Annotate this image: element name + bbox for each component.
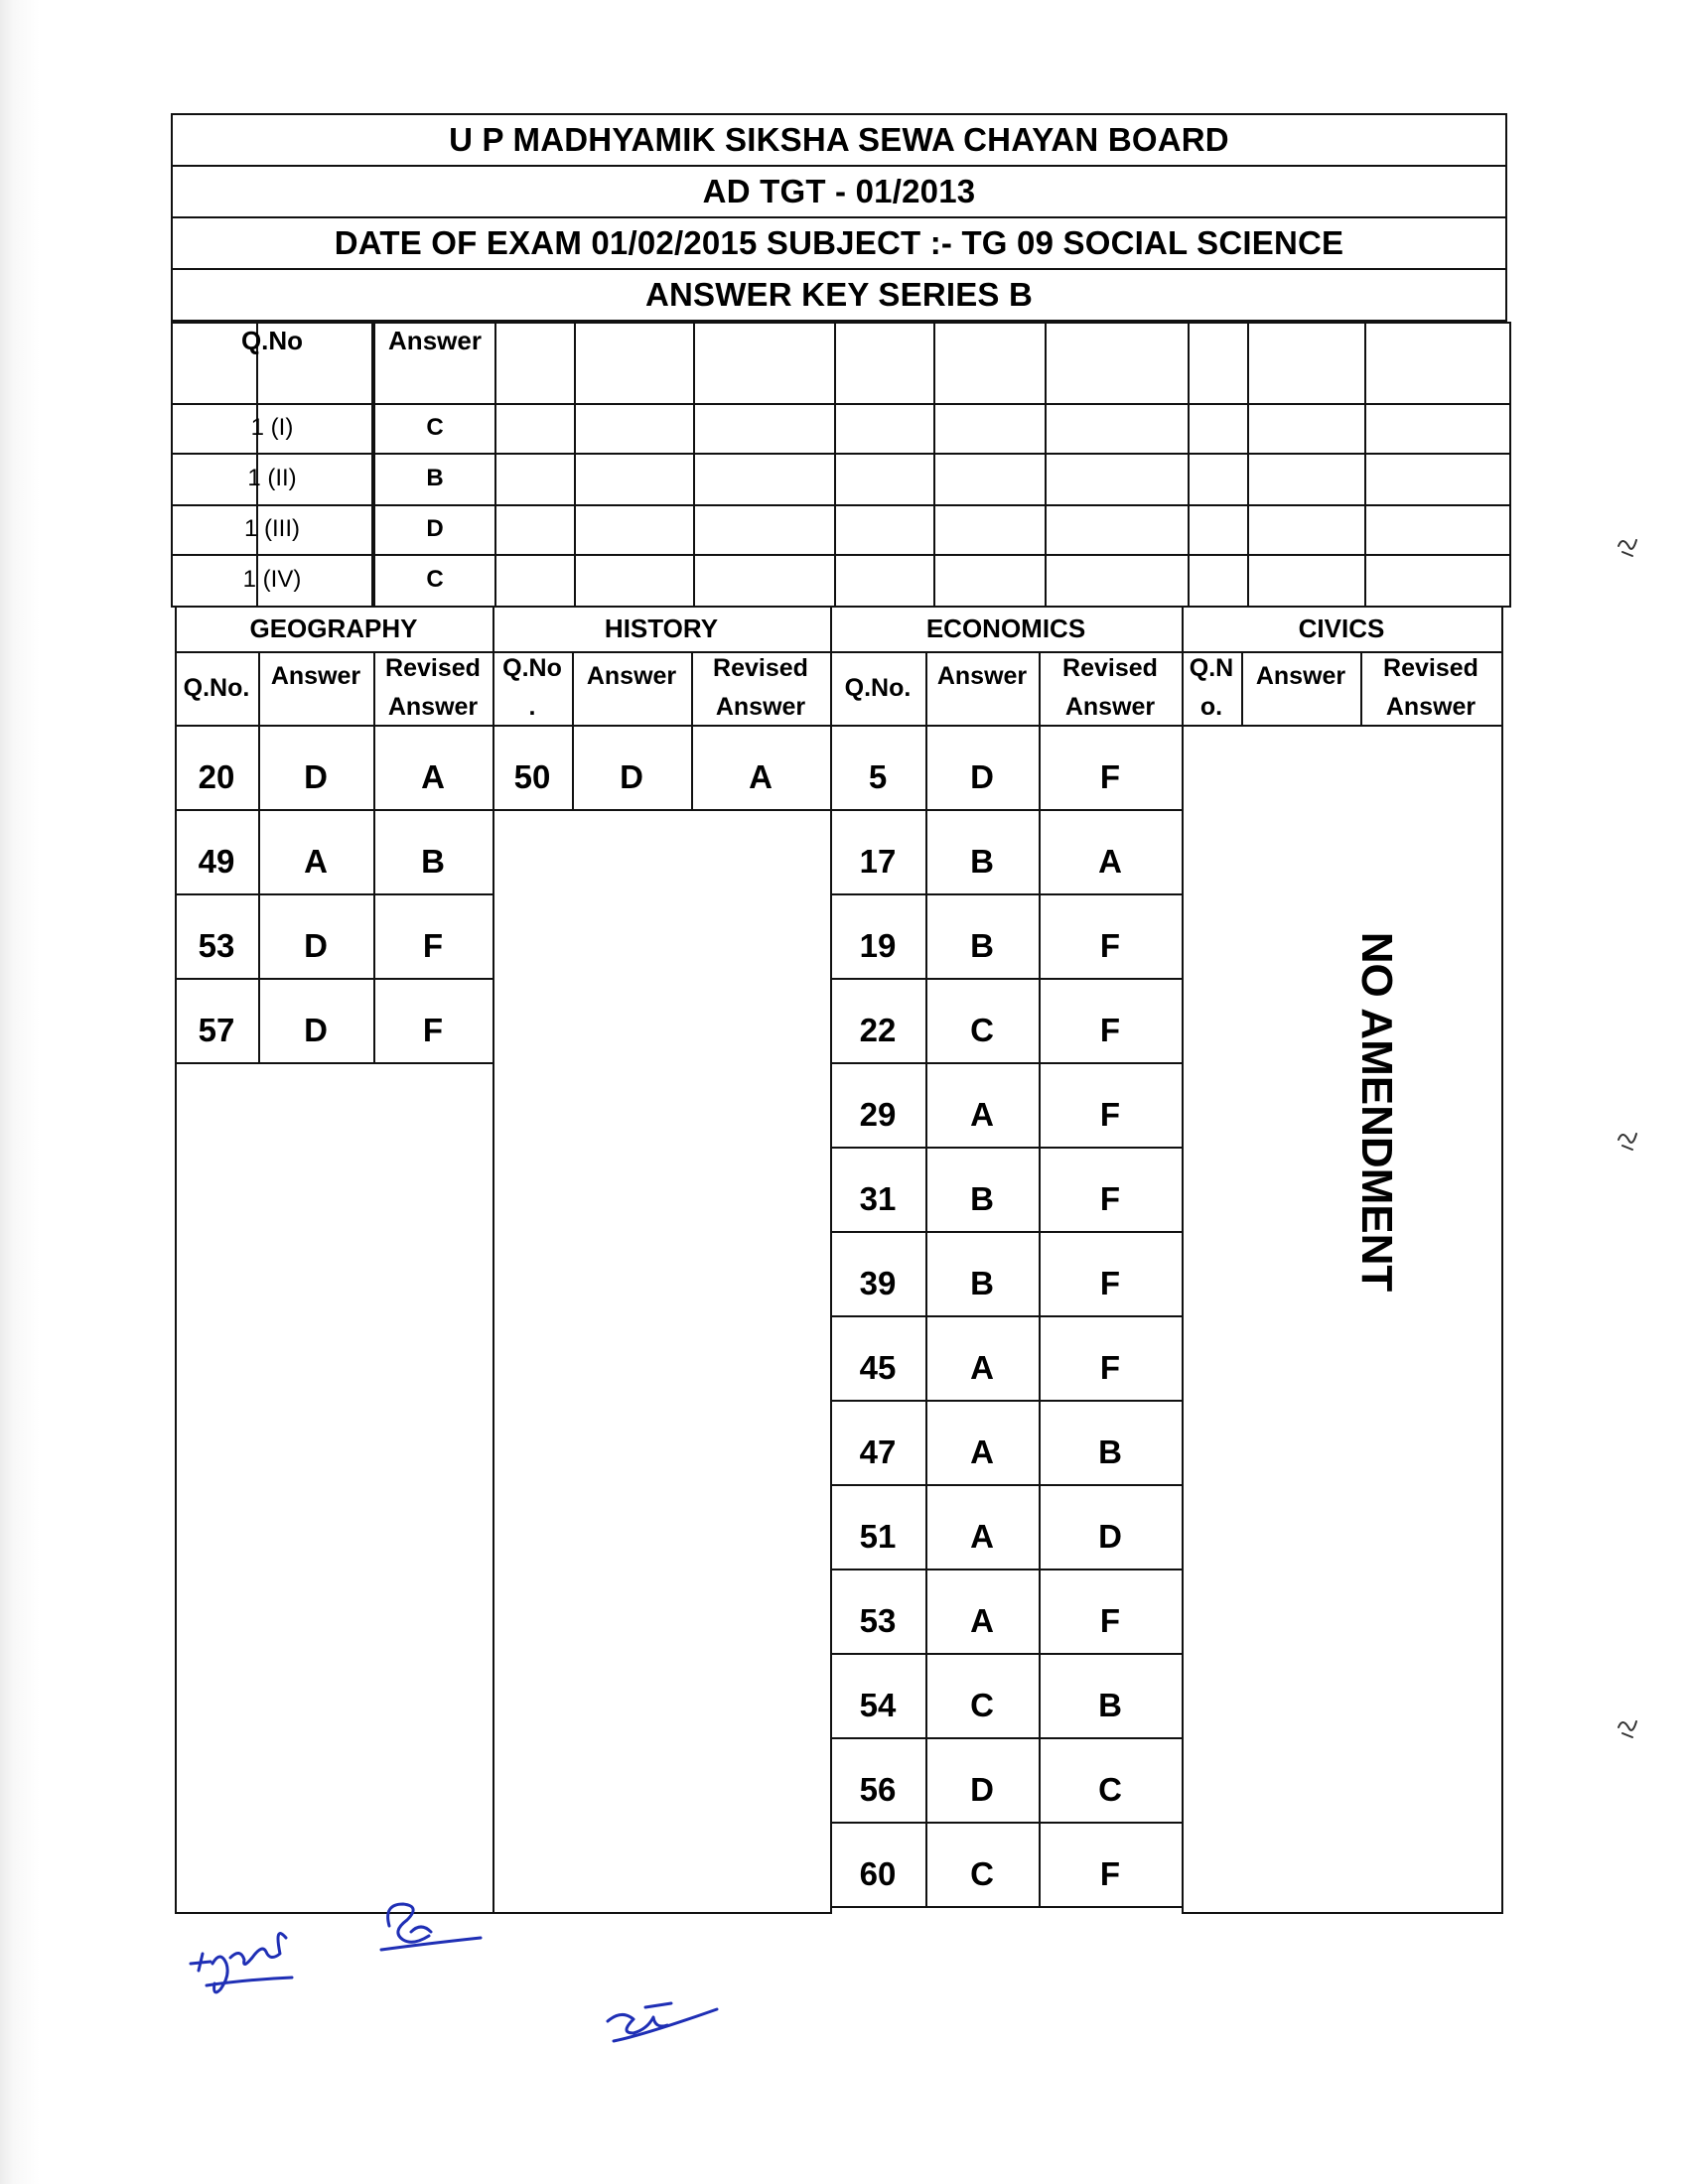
economics-answer: A [970, 1433, 994, 1470]
history-r-header: Revised Answer [713, 654, 808, 721]
geography-q-header: Q.No. [183, 673, 250, 702]
margin-mark-3 [1618, 1721, 1636, 1737]
economics-revised-answer: C [1098, 1770, 1122, 1808]
economics-question-number: 47 [859, 1433, 897, 1470]
geography-question-number: 49 [198, 842, 235, 880]
civics-a-header: Answer [1255, 662, 1346, 690]
history-a-header: Answer [586, 662, 677, 690]
economics-r-header: Revised Answer [1062, 654, 1158, 721]
geography-answer: D [304, 757, 328, 795]
geography-revised-answer: F [422, 1011, 444, 1048]
economics-revised-answer: A [1098, 842, 1122, 880]
signature-3 [608, 2003, 717, 2041]
economics-question-number: 17 [859, 842, 897, 880]
top-answer: D [426, 514, 444, 542]
history-answer: D [620, 757, 643, 795]
economics-question-number: 31 [859, 1179, 897, 1217]
economics-revised-answer: F [1099, 1179, 1121, 1217]
civics-r-header: Revised Answer [1383, 654, 1478, 721]
economics-revised-answer: F [1099, 757, 1121, 795]
top-question-number: 1 (II) [247, 464, 297, 491]
margin-mark-1 [1618, 540, 1636, 556]
economics-revised-answer: F [1099, 1348, 1121, 1386]
economics-question-number: 53 [859, 1601, 897, 1639]
economics-answer: B [970, 1179, 994, 1217]
economics-answer: A [970, 1601, 994, 1639]
economics-question-number: 22 [859, 1011, 897, 1048]
economics-answer: D [970, 1770, 994, 1808]
economics-question-number: 19 [859, 926, 897, 964]
geography-section-title: GEOGRAPHY [249, 614, 418, 644]
economics-question-number: 51 [859, 1517, 897, 1555]
economics-revised-answer: F [1099, 1854, 1121, 1892]
economics-question-number: 5 [868, 757, 888, 795]
top-question-number: 1 (IV) [242, 565, 302, 593]
history-section-title: HISTORY [604, 614, 719, 644]
civics-section-title: CIVICS [1298, 614, 1385, 644]
geography-revised-answer: B [421, 842, 445, 880]
history-q-header: Q.No . [502, 654, 562, 721]
economics-answer: C [970, 1686, 994, 1723]
top-answer: C [426, 413, 444, 441]
signature-1 [191, 1934, 292, 1992]
economics-answer: B [970, 926, 994, 964]
geography-question-number: 53 [198, 926, 235, 964]
top-answer: C [426, 565, 444, 593]
answer-column-header: Answer [388, 326, 482, 356]
economics-a-header: Answer [936, 662, 1028, 690]
economics-revised-answer: F [1099, 1601, 1121, 1639]
economics-answer: B [970, 1264, 994, 1301]
economics-revised-answer: B [1098, 1433, 1122, 1470]
signature-2 [381, 1904, 481, 1950]
economics-revised-answer: F [1099, 1011, 1121, 1048]
geography-answer: D [304, 1011, 328, 1048]
exam-code: AD TGT - 01/2013 [702, 173, 976, 210]
economics-answer: C [970, 1854, 994, 1892]
economics-answer: A [970, 1095, 994, 1133]
history-question-number: 50 [513, 757, 551, 795]
top-question-number: 1 (I) [250, 413, 294, 441]
economics-q-header: Q.No. [844, 673, 912, 702]
economics-revised-answer: F [1099, 1095, 1121, 1133]
economics-question-number: 45 [859, 1348, 897, 1386]
economics-revised-answer: B [1098, 1686, 1122, 1723]
qno-column-header: Q.No [240, 326, 304, 356]
economics-section-title: ECONOMICS [925, 614, 1086, 644]
economics-question-number: 54 [859, 1686, 897, 1723]
economics-revised-answer: F [1099, 926, 1121, 964]
margin-mark-2 [1618, 1134, 1636, 1150]
economics-answer: A [970, 1517, 994, 1555]
economics-answer: D [970, 757, 994, 795]
geography-revised-answer: A [421, 757, 445, 795]
economics-question-number: 60 [859, 1854, 897, 1892]
top-answer: B [426, 464, 444, 491]
series-title: ANSWER KEY SERIES B [644, 276, 1034, 314]
civics-no-amendment-note: NO AMENDMENT [1352, 931, 1401, 1293]
economics-question-number: 39 [859, 1264, 897, 1301]
geography-question-number: 20 [198, 757, 235, 795]
economics-revised-answer: D [1098, 1517, 1122, 1555]
economics-question-number: 29 [859, 1095, 897, 1133]
economics-answer: A [970, 1348, 994, 1386]
top-question-number: 1 (III) [243, 514, 300, 542]
geography-r-header: Revised Answer [385, 654, 481, 721]
geography-answer: A [304, 842, 328, 880]
exam-date-subject: DATE OF EXAM 01/02/2015 SUBJECT :- TG 09 SOCIAL SCIENCE [334, 224, 1344, 262]
civics-q-header: Q.N o. [1189, 654, 1234, 721]
geography-a-header: Answer [270, 662, 361, 690]
economics-question-number: 56 [859, 1770, 897, 1808]
economics-revised-answer: F [1099, 1264, 1121, 1301]
geography-answer: D [304, 926, 328, 964]
board-title: U P MADHYAMIK SIKSHA SEWA CHAYAN BOARD [449, 121, 1229, 159]
geography-question-number: 57 [198, 1011, 235, 1048]
geography-revised-answer: F [422, 926, 444, 964]
economics-answer: C [970, 1011, 994, 1048]
economics-answer: B [970, 842, 994, 880]
history-revised-answer: A [749, 757, 773, 795]
